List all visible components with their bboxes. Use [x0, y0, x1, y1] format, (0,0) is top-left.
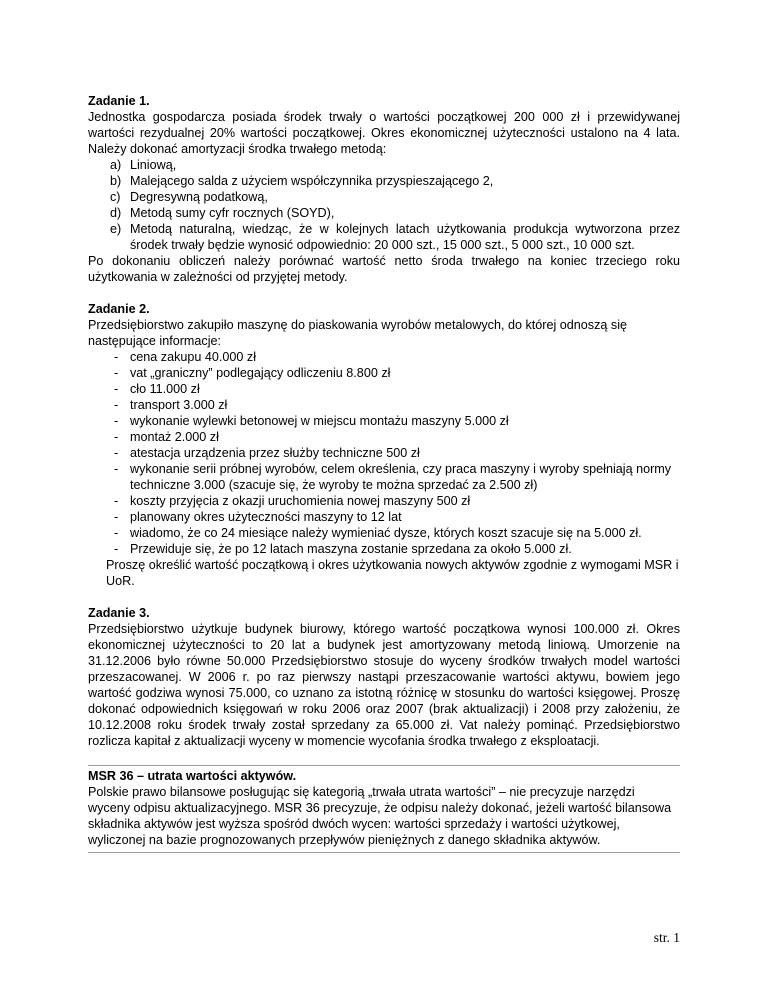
list-marker: c) [110, 190, 121, 204]
msr36-section [88, 765, 680, 853]
list-item-text: Degresywną podatkową, [130, 190, 268, 204]
list-item-text: atestacja urządzenia przez służby techniczne 500 zł [130, 446, 420, 460]
list-dash: - [114, 430, 119, 444]
list-dash: - [114, 494, 119, 508]
list-dash: - [114, 382, 119, 396]
list-item-text: montaż 2.000 zł [130, 430, 219, 444]
list-marker: b) [110, 174, 122, 188]
list-item [114, 525, 680, 541]
list-item-text: Liniową, [130, 158, 177, 172]
list-item [114, 493, 680, 509]
list-item [114, 445, 680, 461]
list-item-text: cena zakupu 40.000 zł [130, 350, 257, 364]
task-1-title: Zadanie 1. [88, 94, 150, 108]
list-dash: - [114, 526, 119, 540]
list-dash: - [114, 462, 119, 476]
list-item [114, 349, 680, 365]
list-marker: e) [110, 222, 122, 236]
list-dash: - [114, 350, 119, 364]
list-item-text: wiadomo, że co 24 miesiące należy wymieniać dysze, których koszt szacuje się na 5.000 zł. [130, 526, 642, 540]
list-item [110, 189, 680, 205]
task-2-intro: Przedsiębiorstwo zakupiło maszynę do piaskowania wyrobów metalowych, do której odnoszą się następujące informacje: [88, 318, 627, 348]
list-item-text: transport 3.000 zł [130, 398, 228, 412]
list-item-text: cło 11.000 zł [130, 382, 200, 396]
task-2 [88, 301, 680, 589]
list-item-text: Metodą sumy cyfr rocznych (SOYD), [130, 206, 335, 220]
list-item [114, 365, 680, 381]
list-item-text: planowany okres użyteczności maszyny to 12 lat [130, 510, 402, 524]
list-item [114, 381, 680, 397]
task-1-outro: Po dokonaniu obliczeń należy porównać wartość netto środa trwałego na koniec trzeciego roku użytkowania w zależności od przyjętej metody. [88, 254, 680, 284]
list-item-text: Metodą naturalną, wiedząc, że w kolejnych latach użytkowania produkcja wytworzona przez środek trwały będzie wynosić odpowiednio: 20 000 szt., 15 000 szt., 5 000 szt., 10 000 szt. [130, 222, 680, 252]
list-dash: - [114, 510, 119, 524]
msr36-body: Polskie prawo bilansowe posługując się kategorią „trwała utrata wartości” – nie precyzuje narzędzi wyceny odpisu aktualizacyjnego. MSR 36 precyzuje, że odpisu należy dokonać, jeżeli wartość bilansowa składnika aktywów jest wyższa spośród dwóch wycen: wartości sprzedaży i wartości użytkowej, wyliczonej na bazie prognozowanych przepływów pieniężnych z danego składnika aktywów. [88, 785, 672, 847]
msr36-title: MSR 36 – utrata wartości aktywów. [88, 769, 297, 783]
task-3-title: Zadanie 3. [88, 606, 150, 620]
list-item [110, 221, 680, 253]
list-item-text: Malejącego salda z użyciem współczynnika przyspieszającego 2, [130, 174, 494, 188]
list-item [114, 541, 680, 557]
list-item-text: wykonanie wylewki betonowej w miejscu montażu maszyny 5.000 zł [130, 414, 509, 428]
list-item [114, 509, 680, 525]
page-number: str. 1 [653, 930, 680, 945]
task-3-body: Przedsiębiorstwo użytkuje budynek biurowy, którego wartość początkowa wynosi 100.000 zł. Okres ekonomicznej użyteczności to 20 lat a budynek jest amortyzowany metodą liniową. Umorzenie na 31.12.2006 było równe 50.000 Przedsiębiorstwo stosuje do wyceny środków trwałych model wartości przeszacowanej. W 2006 r. po raz pierwszy nastąpi przeszacowanie wartości aktywu, bowiem jego wartość godziwa wynosi 75.000, co uznano za istotną różnicę w stosunku do wartości księgowej. Proszę dokonać odpowiednich księgowań w roku 2006 oraz 2007 (brak aktualizacji) i 2008 przy założeniu, że 10.12.2008 roku środek trwały został sprzedany za 65.000 zł. Vat należy pominąć. Przedsiębiorstwo rozlicza kapitał z aktualizacji wyceny w momencie wycofania środka trwałego z eksploatacji. [88, 622, 680, 748]
list-item-text: koszty przyjęcia z okazji uruchomienia nowej maszyny 500 zł [130, 494, 471, 508]
task-1-intro: Jednostka gospodarcza posiada środek trwały o wartości początkowej 200 000 zł i przewidywanej wartości rezydualnej 20% wartości początkowej. Okres ekonomicznej użyteczności ustalono na 4 lata. Należy dokonać amortyzacji środka trwałego metodą: [88, 110, 680, 156]
list-item [114, 461, 680, 493]
list-item-text: Przewiduje się, że po 12 latach maszyna zostanie sprzedana za około 5.000 zł. [130, 542, 572, 556]
task-2-outro: Proszę określić wartość początkową i okres użytkowania nowych aktywów zgodnie z wymogami MSR i UoR. [106, 558, 679, 588]
task-3 [88, 605, 680, 749]
task-1 [88, 93, 680, 285]
list-item [110, 157, 680, 173]
list-item [114, 397, 680, 413]
list-item [114, 413, 680, 429]
task-2-title: Zadanie 2. [88, 302, 150, 316]
list-dash: - [114, 414, 119, 428]
list-marker: a) [110, 158, 122, 172]
task-2-info-list [88, 349, 680, 557]
list-marker: d) [110, 206, 122, 220]
list-item [110, 173, 680, 189]
document-page [88, 93, 680, 853]
list-item-text: wykonanie serii próbnej wyrobów, celem określenia, czy praca maszyny i wyroby spełniają normy techniczne 3.000 (szacuje się, że wyroby te można sprzedać za 2.500 zł) [130, 462, 672, 492]
list-item [110, 205, 680, 221]
list-item-text: vat „graniczny” podlegający odliczeniu 8.800 zł [130, 366, 391, 380]
list-dash: - [114, 542, 119, 556]
list-dash: - [114, 366, 119, 380]
list-item [114, 429, 680, 445]
task-1-method-list [88, 157, 680, 253]
list-dash: - [114, 446, 119, 460]
list-dash: - [114, 398, 119, 412]
